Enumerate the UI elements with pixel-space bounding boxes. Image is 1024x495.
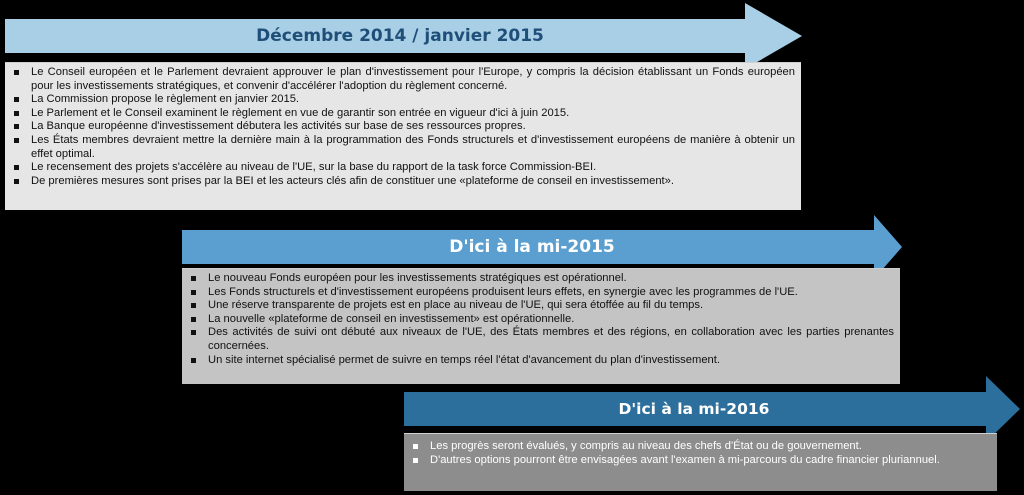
list-item: Les Fonds structurels et d'investissement européens produisent leurs effets, en synergie avec les programmes de l'UE.	[188, 286, 894, 300]
phase-2-list	[188, 272, 894, 367]
list-item: La Banque européenne d'investissement débutera les activités sur base de ses ressources propres.	[11, 120, 795, 134]
list-item: Des activités de suivi ont débuté aux niveaux de l'UE, des États membres et des régions, en collaboration avec les parties prenantes concernées.	[188, 326, 894, 353]
list-item: La Commission propose le règlement en janvier 2015.	[11, 93, 795, 107]
phase-1-list	[11, 66, 795, 188]
list-item: Le recensement des projets s'accélère au niveau de l'UE, sur la base du rapport de la task force Commission-BEI.	[11, 161, 795, 175]
phase-2-panel	[182, 268, 900, 384]
list-item: D'autres options pourront être envisagées avant l'examen à mi-parcours du cadre financier pluriannuel.	[410, 454, 991, 468]
phase-3-panel	[404, 433, 997, 491]
phase-2-title: D'ici à la mi-2015	[449, 237, 615, 257]
list-item: Le nouveau Fonds européen pour les investissements stratégiques est opérationnel.	[188, 272, 894, 286]
list-item: Le Parlement et le Conseil examinent le règlement en vue de garantir son entrée en vigueur d'ici à juin 2015.	[11, 107, 795, 121]
list-item: La nouvelle «plateforme de conseil en investissement» est opérationnelle.	[188, 313, 894, 327]
phase-1-arrow	[5, 3, 802, 69]
list-item: Un site internet spécialisé permet de suivre en temps réel l'état d'avancement du plan d'investissement.	[188, 354, 894, 368]
phase-1-panel	[5, 62, 801, 210]
list-item: Les États membres devraient mettre la dernière main à la programmation des Fonds structurels et d'investissement européens de manière à obtenir un effet optimal.	[11, 134, 795, 161]
list-item: Les progrès seront évalués, y compris au niveau des chefs d'État ou de gouvernement.	[410, 440, 991, 454]
list-item: Une réserve transparente de projets est en place au niveau de l'UE, qui sera étoffée au fil du temps.	[188, 299, 894, 313]
list-item: Le Conseil européen et le Parlement devraient approuver le plan d'investissement pour l'Europe, y compris la décision établissant un Fonds européen pour les investissements stratégiques, et convenir d'accélérer l'adoption du règlement concerné.	[11, 66, 795, 93]
phase-3-list	[410, 440, 991, 467]
list-item: De premières mesures sont prises par la BEI et les acteurs clés afin de constituer une «plateforme de conseil en investissement».	[11, 175, 795, 189]
phase-3-title: D'ici à la mi-2016	[618, 400, 770, 418]
phase-1-title: Décembre 2014 / janvier 2015	[256, 26, 544, 46]
